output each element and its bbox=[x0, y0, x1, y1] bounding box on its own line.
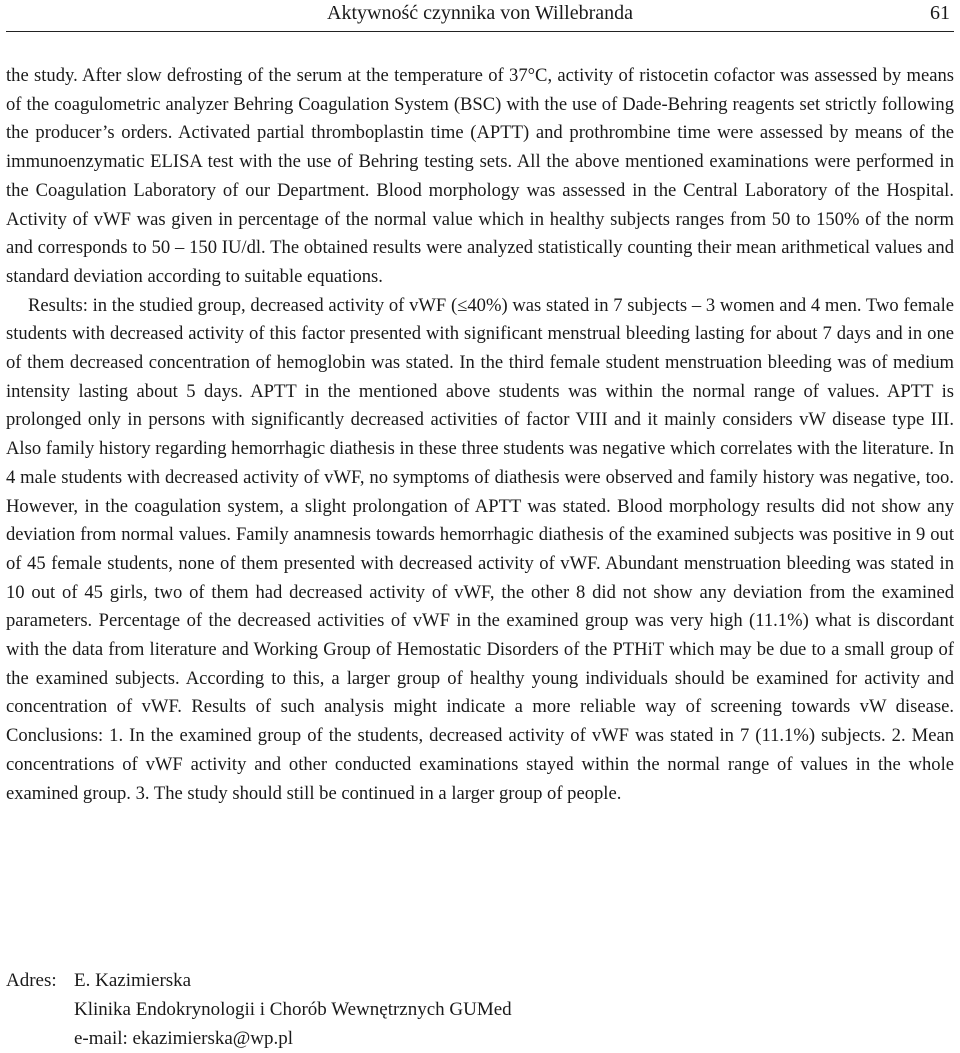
author-institution: Klinika Endokrynologii i Chorób Wewnętrznych GUMed bbox=[74, 999, 512, 1020]
running-title: Aktywność czynnika von Willebranda bbox=[327, 2, 633, 24]
address-name-row bbox=[6, 966, 512, 995]
author-email: e-mail: ekazimierska@wp.pl bbox=[74, 1028, 294, 1049]
running-header bbox=[6, 0, 954, 32]
correspondence-address bbox=[6, 966, 512, 1053]
paragraph-methods: the study. After slow defrosting of the serum at the temperature of 37°C, activity of ristocetin cofactor was assessed by means of the coagulometric analyzer Behring Coagulation System (BSC) with the use of Dade-Behring reagents set strictly following the producer’s orders. Activated partial thromboplastin time (APTT) and prothrombine time were assessed by means of the immunoenzymatic ELISA test with the use of Behring testing sets. All the above mentioned examinations were performed in the Coagulation Laboratory of our Department. Blood morphology was assessed in the Central Laboratory of the Hospital. Activity of vWF was given in percentage of the normal value which in healthy subjects ranges from 50 to 150% of the norm and corresponds to 50 – 150 IU/dl. The obtained results were analyzed statistically counting their mean arithmetical values and standard deviation according to suitable equations. bbox=[6, 65, 954, 287]
author-name: E. Kazimierska bbox=[74, 970, 192, 991]
paragraph-results: Results: in the studied group, decreased activity of vWF (≤40%) was stated in 7 subjects – 3 women and 4 men. Two female students with decreased activity of this factor presented with significant menstrual bleeding lasting for about 7 days and in one of them decreased concentration of hemoglobin was stated. In the third female student menstruation bleeding was of medium intensity lasting about 5 days. APTT in the mentioned above students was within the normal range of values. APTT is prolonged only in persons with significantly decreased activities of factor VIII and it mainly considers vW disease type III. Also family history regarding hemorrhagic diathesis in these three students was negative which correlates with the literature. In 4 male students with decreased activity of vWF, no symptoms of diathesis were observed and family history was negative, too. However, in the coagulation system, a slight prolongation of APTT was stated. Blood morphology results did not show any deviation from normal values. Family anamnesis towards hemorrhagic diathesis of the examined subjects was positive in 9 out of 45 female students, none of them presented with decreased activity of vWF. Abundant menstruation bleeding was stated in 10 out of 45 girls, two of them had decreased activity of vWF, the other 8 did not show any deviation from the examined parameters. Percentage of the decreased activities of vWF in the examined group was very high (11.1%) what is discordant with the data from literature and Working Group of Hemostatic Disorders of the PTHiT which may be due to a small group of the examined subjects. According to this, a larger group of healthy young individuals should be examined for activity and concentration of vWF. Results of such analysis might indicate a more reliable way of screening towards vW disease. Conclusions: 1. In the examined group of the students, decreased activity of vWF was stated in 7 (11.1%) subjects. 2. Mean concentrations of vWF activity and other conducted examinations stayed within the normal range of values in the whole examined group. 3. The study should still be continued in a larger group of people. bbox=[6, 294, 954, 804]
page-number: 61 bbox=[930, 2, 950, 24]
address-label: Adres: bbox=[6, 970, 57, 991]
article-body bbox=[6, 62, 954, 808]
